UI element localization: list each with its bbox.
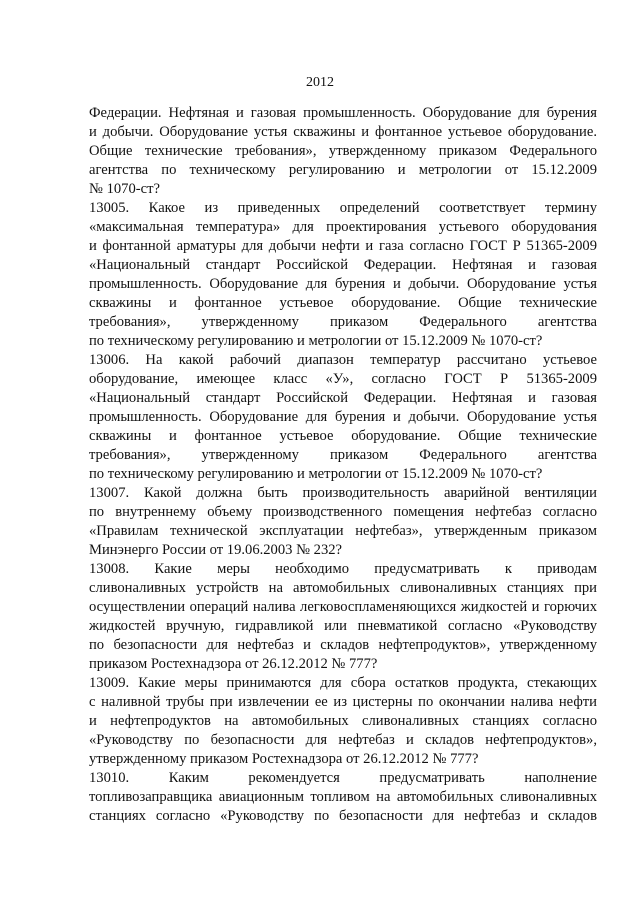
text-line: и фонтанной арматуры для добычи нефти и газа согласно ГОСТ Р 51365-2009: [89, 238, 597, 254]
text-line: по безопасности для нефтебаз и складов нефтепродуктов», утвержденному: [89, 637, 597, 653]
text-line: сливоналивных устройств на автомобильных сливоналивных станциях при: [89, 580, 597, 596]
text-line: Федерации. Нефтяная и газовая промышленность. Оборудование для бурения: [89, 105, 597, 121]
text-line: и нефтепродуктов на автомобильных сливоналивных станциях согласно: [89, 713, 597, 729]
text-line: Общие технические требования», утвержденному приказом Федерального: [89, 143, 597, 159]
question-continuation: [89, 104, 597, 199]
text-line: Минэнерго России от 19.06.2003 № 232?: [89, 542, 343, 558]
text-line: «Национальный стандарт Российской Федерации. Нефтяная и газовая: [89, 257, 597, 273]
text-line: скважины и фонтанное устьевое оборудование. Общие технические: [89, 428, 597, 444]
text-line: станциях согласно «Руководству по безопасности для нефтебаз и складов: [89, 808, 597, 824]
text-line: жидкостей вручную, гидравликой или пневматикой согласно «Руководству: [89, 618, 597, 634]
text-line: «Руководству по безопасности для нефтебаз и складов нефтепродуктов»,: [89, 732, 597, 748]
text-line: «Правилам технической эксплуатации нефтебаз», утвержденным приказом: [89, 523, 597, 539]
text-line: по техническому регулированию и метрологии от 15.12.2009 № 1070-ст?: [89, 333, 543, 349]
document-body: [89, 104, 597, 826]
text-line: промышленность. Оборудование для бурения и добычи. Оборудование устья: [89, 409, 597, 425]
text-line: «максимальная температура» для проектирования устьевого оборудования: [89, 219, 597, 235]
question-q13009: [89, 674, 597, 769]
text-line: требования», утвержденному приказом Федерального агентства: [89, 314, 597, 330]
text-line: оборудование, имеющее класс «У», согласно ГОСТ Р 51365-2009: [89, 371, 597, 387]
text-line: 13005. Какое из приведенных определений соответствует термину: [89, 200, 597, 216]
text-line: 13009. Какие меры принимаются для сбора остатков продукта, стекающих: [89, 675, 597, 691]
question-q13008: [89, 560, 597, 674]
text-line: требования», утвержденному приказом Федерального агентства: [89, 447, 597, 463]
text-line: по техническому регулированию и метрологии от 15.12.2009 № 1070-ст?: [89, 466, 543, 482]
text-line: по внутреннему объему производственного помещения нефтебаз согласно: [89, 504, 597, 520]
text-line: агентства по техническому регулированию и метрологии от 15.12.2009: [89, 162, 597, 178]
text-line: утвержденному приказом Ростехнадзора от 26.12.2012 № 777?: [89, 751, 479, 767]
question-q13007: [89, 484, 597, 560]
question-q13010: [89, 769, 597, 826]
text-line: с наливной трубы при извлечении ее из цистерны по окончании налива нефти: [89, 694, 597, 710]
text-line: № 1070-ст?: [89, 181, 160, 197]
text-line: топливозаправщика авиационным топливом на автомобильных сливоналивных: [89, 789, 597, 805]
text-line: скважины и фонтанное устьевое оборудование. Общие технические: [89, 295, 597, 311]
text-line: 13010. Каким рекомендуется предусматривать наполнение: [89, 770, 597, 786]
text-line: «Национальный стандарт Российской Федерации. Нефтяная и газовая: [89, 390, 597, 406]
text-line: осуществлении операций налива легковоспламеняющихся жидкостей и горючих: [89, 599, 597, 615]
page-number: 2012: [306, 75, 334, 90]
question-q13006: [89, 351, 597, 484]
text-line: и добычи. Оборудование устья скважины и фонтанное устьевое оборудование.: [89, 124, 597, 140]
text-line: приказом Ростехнадзора от 26.12.2012 № 777?: [89, 656, 378, 672]
text-line: 13008. Какие меры необходимо предусматривать к приводам: [89, 561, 597, 577]
text-line: промышленность. Оборудование для бурения и добычи. Оборудование устья: [89, 276, 597, 292]
text-line: 13006. На какой рабочий диапазон температур рассчитано устьевое: [89, 352, 597, 368]
question-q13005: [89, 199, 597, 351]
text-line: 13007. Какой должна быть производительность аварийной вентиляции: [89, 485, 597, 501]
